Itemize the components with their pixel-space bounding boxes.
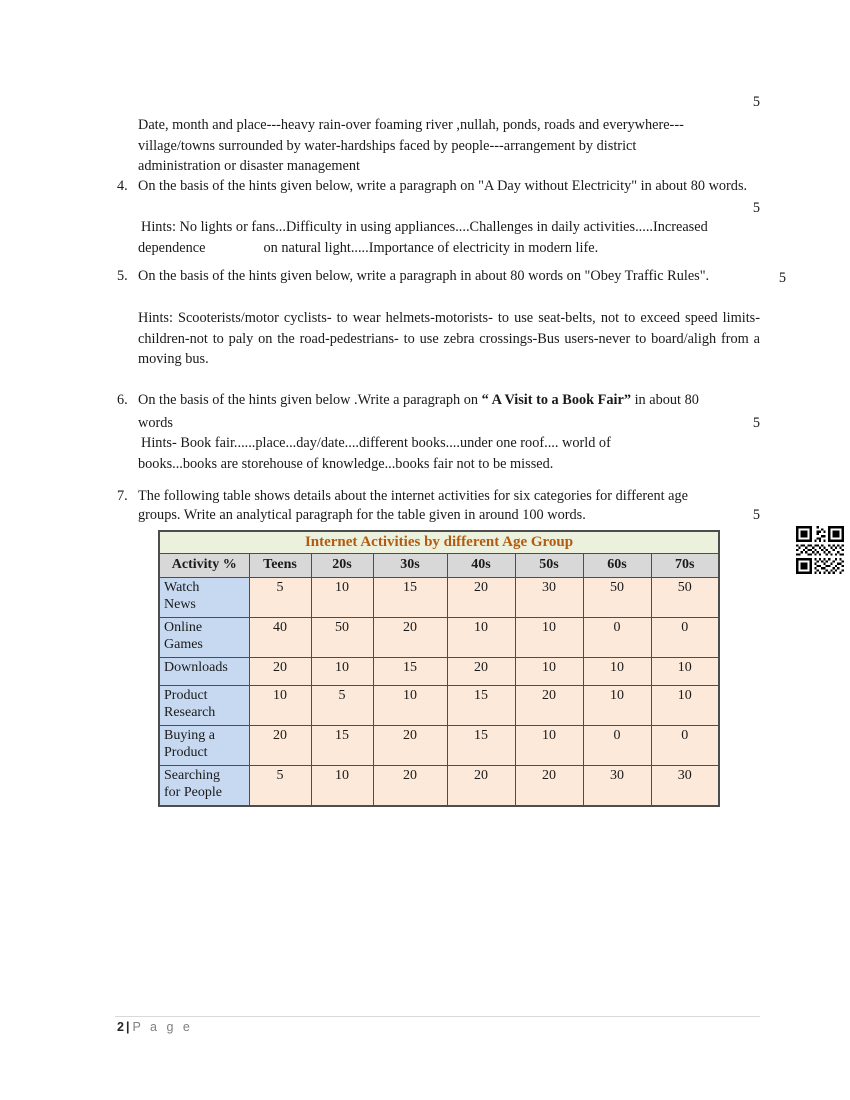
qr-code-icon [796,526,844,574]
page-footer [117,1020,193,1034]
question-6-hints-line-1: Hints- Book fair......place...day/date....different books....under one roof.... world of [141,435,611,451]
internet-activities-table [158,530,720,807]
table-cell: 10 [447,617,515,657]
table-cell: 15 [311,725,373,765]
table-cell: 10 [311,657,373,685]
question-5 [0,268,850,289]
table-cell: 40 [249,617,311,657]
table-cell: 30 [515,577,583,617]
table-row [159,725,719,765]
table-cell: 5 [249,765,311,806]
table-cell: 0 [651,617,719,657]
table-cell: 20 [515,765,583,806]
table-cell: 5 [249,577,311,617]
question-4-text: On the basis of the hints given below, write a paragraph on "A Day without Electricity" in about 80 words. [138,178,748,194]
intro-hints-block [138,115,684,177]
marks-value-q3: 5 [752,94,760,110]
table-cell: 15 [373,577,447,617]
table-cell: 50 [651,577,719,617]
marks-value-q6: 5 [752,415,760,431]
table-row [159,765,719,806]
column-header: Activity % [159,553,249,577]
question-6-number: 6. [117,392,128,408]
table-cell: 0 [651,725,719,765]
page-number: 2 [117,1020,124,1034]
table-cell: 30 [651,765,719,806]
column-header: 30s [373,553,447,577]
marks-value-q4: 5 [752,200,760,216]
question-6-hints-line-2: books...books are storehouse of knowledge...books fair not to be missed. [138,456,554,472]
table-title: Internet Activities by different Age Group [159,531,719,553]
question-6-text-after: in about 80 [631,392,699,408]
question-7-number: 7. [117,488,128,504]
question-5-text: On the basis of the hints given below, write a paragraph in about 80 words on "Obey Traffic Rules". [138,268,710,284]
table-cell: 10 [515,617,583,657]
question-4-hints-word: dependence [138,240,206,256]
table-row [159,685,719,725]
table-cell: 20 [515,685,583,725]
column-header: Teens [249,553,311,577]
table-header-row [159,553,719,577]
table-cell: 10 [311,577,373,617]
table-cell: 15 [447,685,515,725]
footer-separator: | [125,1020,130,1034]
footer-divider [115,1016,760,1017]
table-cell: 20 [447,657,515,685]
marks-value-q5: 5 [778,270,786,286]
table-cell: 10 [583,657,651,685]
table-cell: 50 [583,577,651,617]
column-header: 60s [583,553,651,577]
table-cell: 20 [249,657,311,685]
column-header: 20s [311,553,373,577]
intro-line-2: village/towns surrounded by water-hardships faced by people---arrangement by district [138,137,637,154]
intro-line-3: administration or disaster management [138,158,360,174]
row-label: Buying a Product [159,725,249,765]
marks-value-q7: 5 [752,507,760,523]
table-cell: 50 [311,617,373,657]
question-7-text-line-1: The following table shows details about the internet activities for six categories for different age [138,488,688,504]
question-6-text-before: On the basis of the hints given below .Write a paragraph on [138,392,482,408]
table-cell: 0 [583,617,651,657]
table-cell: 10 [373,685,447,725]
table-cell: 10 [583,685,651,725]
table-row [159,577,719,617]
table-cell: 5 [311,685,373,725]
question-4-hints-line-1: Hints: No lights or fans...Difficulty in using appliances....Challenges in daily activities.....Increased [141,219,708,235]
table-title-row [159,531,719,553]
footer-page-label: P a g e [132,1020,193,1034]
row-label: Downloads [159,657,249,685]
table-cell: 20 [447,765,515,806]
question-5-number: 5. [117,268,128,284]
table-cell: 10 [249,685,311,725]
table-cell: 10 [515,725,583,765]
table-cell: 10 [311,765,373,806]
question-4-hints-rest: on natural light.....Importance of electricity in modern life. [263,240,599,256]
table-cell: 10 [651,685,719,725]
question-4-number: 4. [117,178,128,194]
row-label: Online Games [159,617,249,657]
question-6-text-line-2: words [138,415,173,431]
question-4-hints-line-2 [138,238,598,259]
table-cell: 30 [583,765,651,806]
row-label: Searching for People [159,765,249,806]
table-cell: 10 [515,657,583,685]
question-6-title-bold: “ A Visit to a Book Fair” [481,392,631,408]
table-cell: 20 [373,725,447,765]
intro-line-1: Date, month and place---heavy rain-over foaming river ,nullah, ponds, roads and everywhere--- [138,117,684,133]
table-row [159,657,719,685]
table-cell: 20 [249,725,311,765]
row-label: Watch News [159,577,249,617]
question-6 [0,392,850,413]
table-cell: 15 [447,725,515,765]
table-row [159,617,719,657]
column-header: 50s [515,553,583,577]
table-cell: 15 [373,657,447,685]
table-cell: 20 [447,577,515,617]
question-6-text [138,392,699,409]
column-header: 40s [447,553,515,577]
table-cell: 20 [373,765,447,806]
question-4 [0,178,850,199]
question-5-hints: Hints: Scooterists/motor cyclists- to wear helmets-motorists- to use seat-belts, not to exceed speed limits-children-not to paly on the road-pedestrians- to use zebra crossings-Bus users-never to board/aligh from a moving bus. [138,310,760,368]
question-7-text-line-2: groups. Write an analytical paragraph for the table given in around 100 words. [138,507,586,523]
column-header: 70s [651,553,719,577]
row-label: Product Research [159,685,249,725]
table-cell: 10 [651,657,719,685]
table-cell: 0 [583,725,651,765]
table-cell: 20 [373,617,447,657]
